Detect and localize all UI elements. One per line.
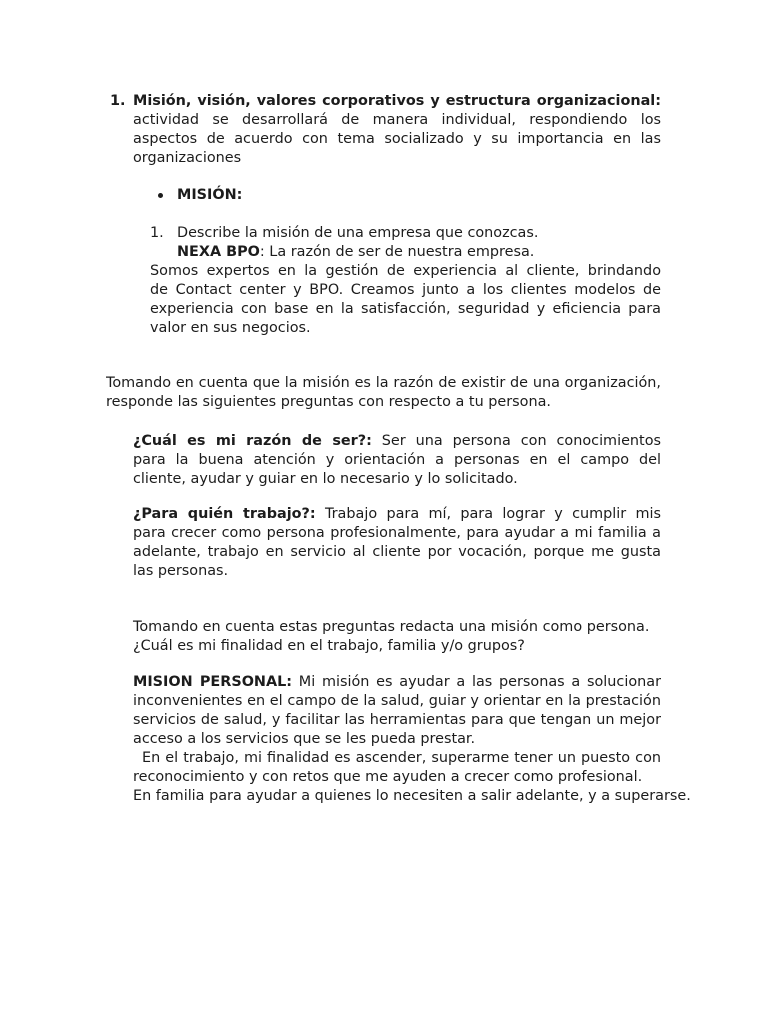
mision-personal-first: Mi misión es ayudar a las personas a solucionar xyxy=(298,674,661,690)
mision-body-line: Somos expertos en la gestión de experiencia al cliente, brindando xyxy=(150,263,661,279)
question-razon xyxy=(133,432,661,451)
company-desc: : La razón de ser de nuestra empresa. xyxy=(259,244,535,260)
mision-personal-line: inconvenientes en el campo de la salud, guiar y orientar en la prestación xyxy=(133,693,661,709)
section-intro-line: aspectos de acuerdo con tema socializado y su importancia en las xyxy=(133,131,661,147)
question-para-quien xyxy=(133,505,661,524)
question-para-quien-line: para crecer como persona profesionalmente, para ayudar a mi familia a xyxy=(133,525,661,541)
mision-personal-line: servicios de salud, y facilitar las herramientas para que tengan un mejor xyxy=(133,712,661,728)
question-para-quien-first: Trabajo para mí, para lograr y cumplir mis xyxy=(324,506,661,522)
mision-personal-line: reconocimiento y con retos que me ayuden a crecer como profesional. xyxy=(133,769,643,785)
prompt-line: Tomando en cuenta estas preguntas redacta una misión como persona. xyxy=(133,619,650,635)
section-number: 1. xyxy=(110,93,126,109)
section-title: Misión, visión, valores corporativos y estructura organizacional: xyxy=(133,93,661,109)
mision-heading: MISIÓN: xyxy=(177,187,243,203)
tomando-line: Tomando en cuenta que la misión es la razón de existir de una organización, xyxy=(106,375,661,391)
question-razon-line: para la buena atención y orientación a personas en el campo del xyxy=(133,452,661,468)
mision-personal-label: MISION PERSONAL: xyxy=(133,674,293,690)
company-name: NEXA BPO xyxy=(177,244,260,260)
question-para-quien-label: ¿Para quién trabajo?: xyxy=(133,506,316,522)
mision-body-line: de Contact center y BPO. Creamos junto a los clientes modelos de xyxy=(150,282,661,298)
question-razon-label: ¿Cuál es mi razón de ser?: xyxy=(133,433,372,449)
mision-item-text: Describe la misión de una empresa que conozcas. xyxy=(177,225,539,241)
company-line xyxy=(177,243,534,262)
bullet-icon xyxy=(158,193,163,198)
question-razon-first: Ser una persona con conocimientos xyxy=(381,433,661,449)
mision-personal-line: En el trabajo, mi finalidad es ascender, superarme tener un puesto con xyxy=(142,750,661,766)
mision-item-number: 1. xyxy=(150,225,164,241)
mision-body-line: experiencia con base en la satisfacción, seguridad y eficiencia para xyxy=(150,301,661,317)
question-razon-line: cliente, ayudar y guiar en lo necesario y lo solicitado. xyxy=(133,471,518,487)
section-intro-line: actividad se desarrollará de manera individual, respondiendo los xyxy=(133,112,661,128)
prompt-line: ¿Cuál es mi finalidad en el trabajo, familia y/o grupos? xyxy=(133,638,525,654)
tomando-line: responde las siguientes preguntas con respecto a tu persona. xyxy=(106,394,551,410)
mision-body-line: valor en sus negocios. xyxy=(150,320,311,336)
section-intro-line: organizaciones xyxy=(133,150,242,166)
question-para-quien-line: adelante, trabajo en servicio al cliente por vocación, porque me gusta xyxy=(133,544,661,560)
section-heading xyxy=(133,92,661,111)
mision-personal-line: acceso a los servicios que se les pueda prestar. xyxy=(133,731,476,747)
mision-personal-line: En familia para ayudar a quienes lo necesiten a salir adelante, y a superarse. xyxy=(133,788,691,804)
question-para-quien-line: las personas. xyxy=(133,563,229,579)
mision-personal xyxy=(133,673,661,692)
